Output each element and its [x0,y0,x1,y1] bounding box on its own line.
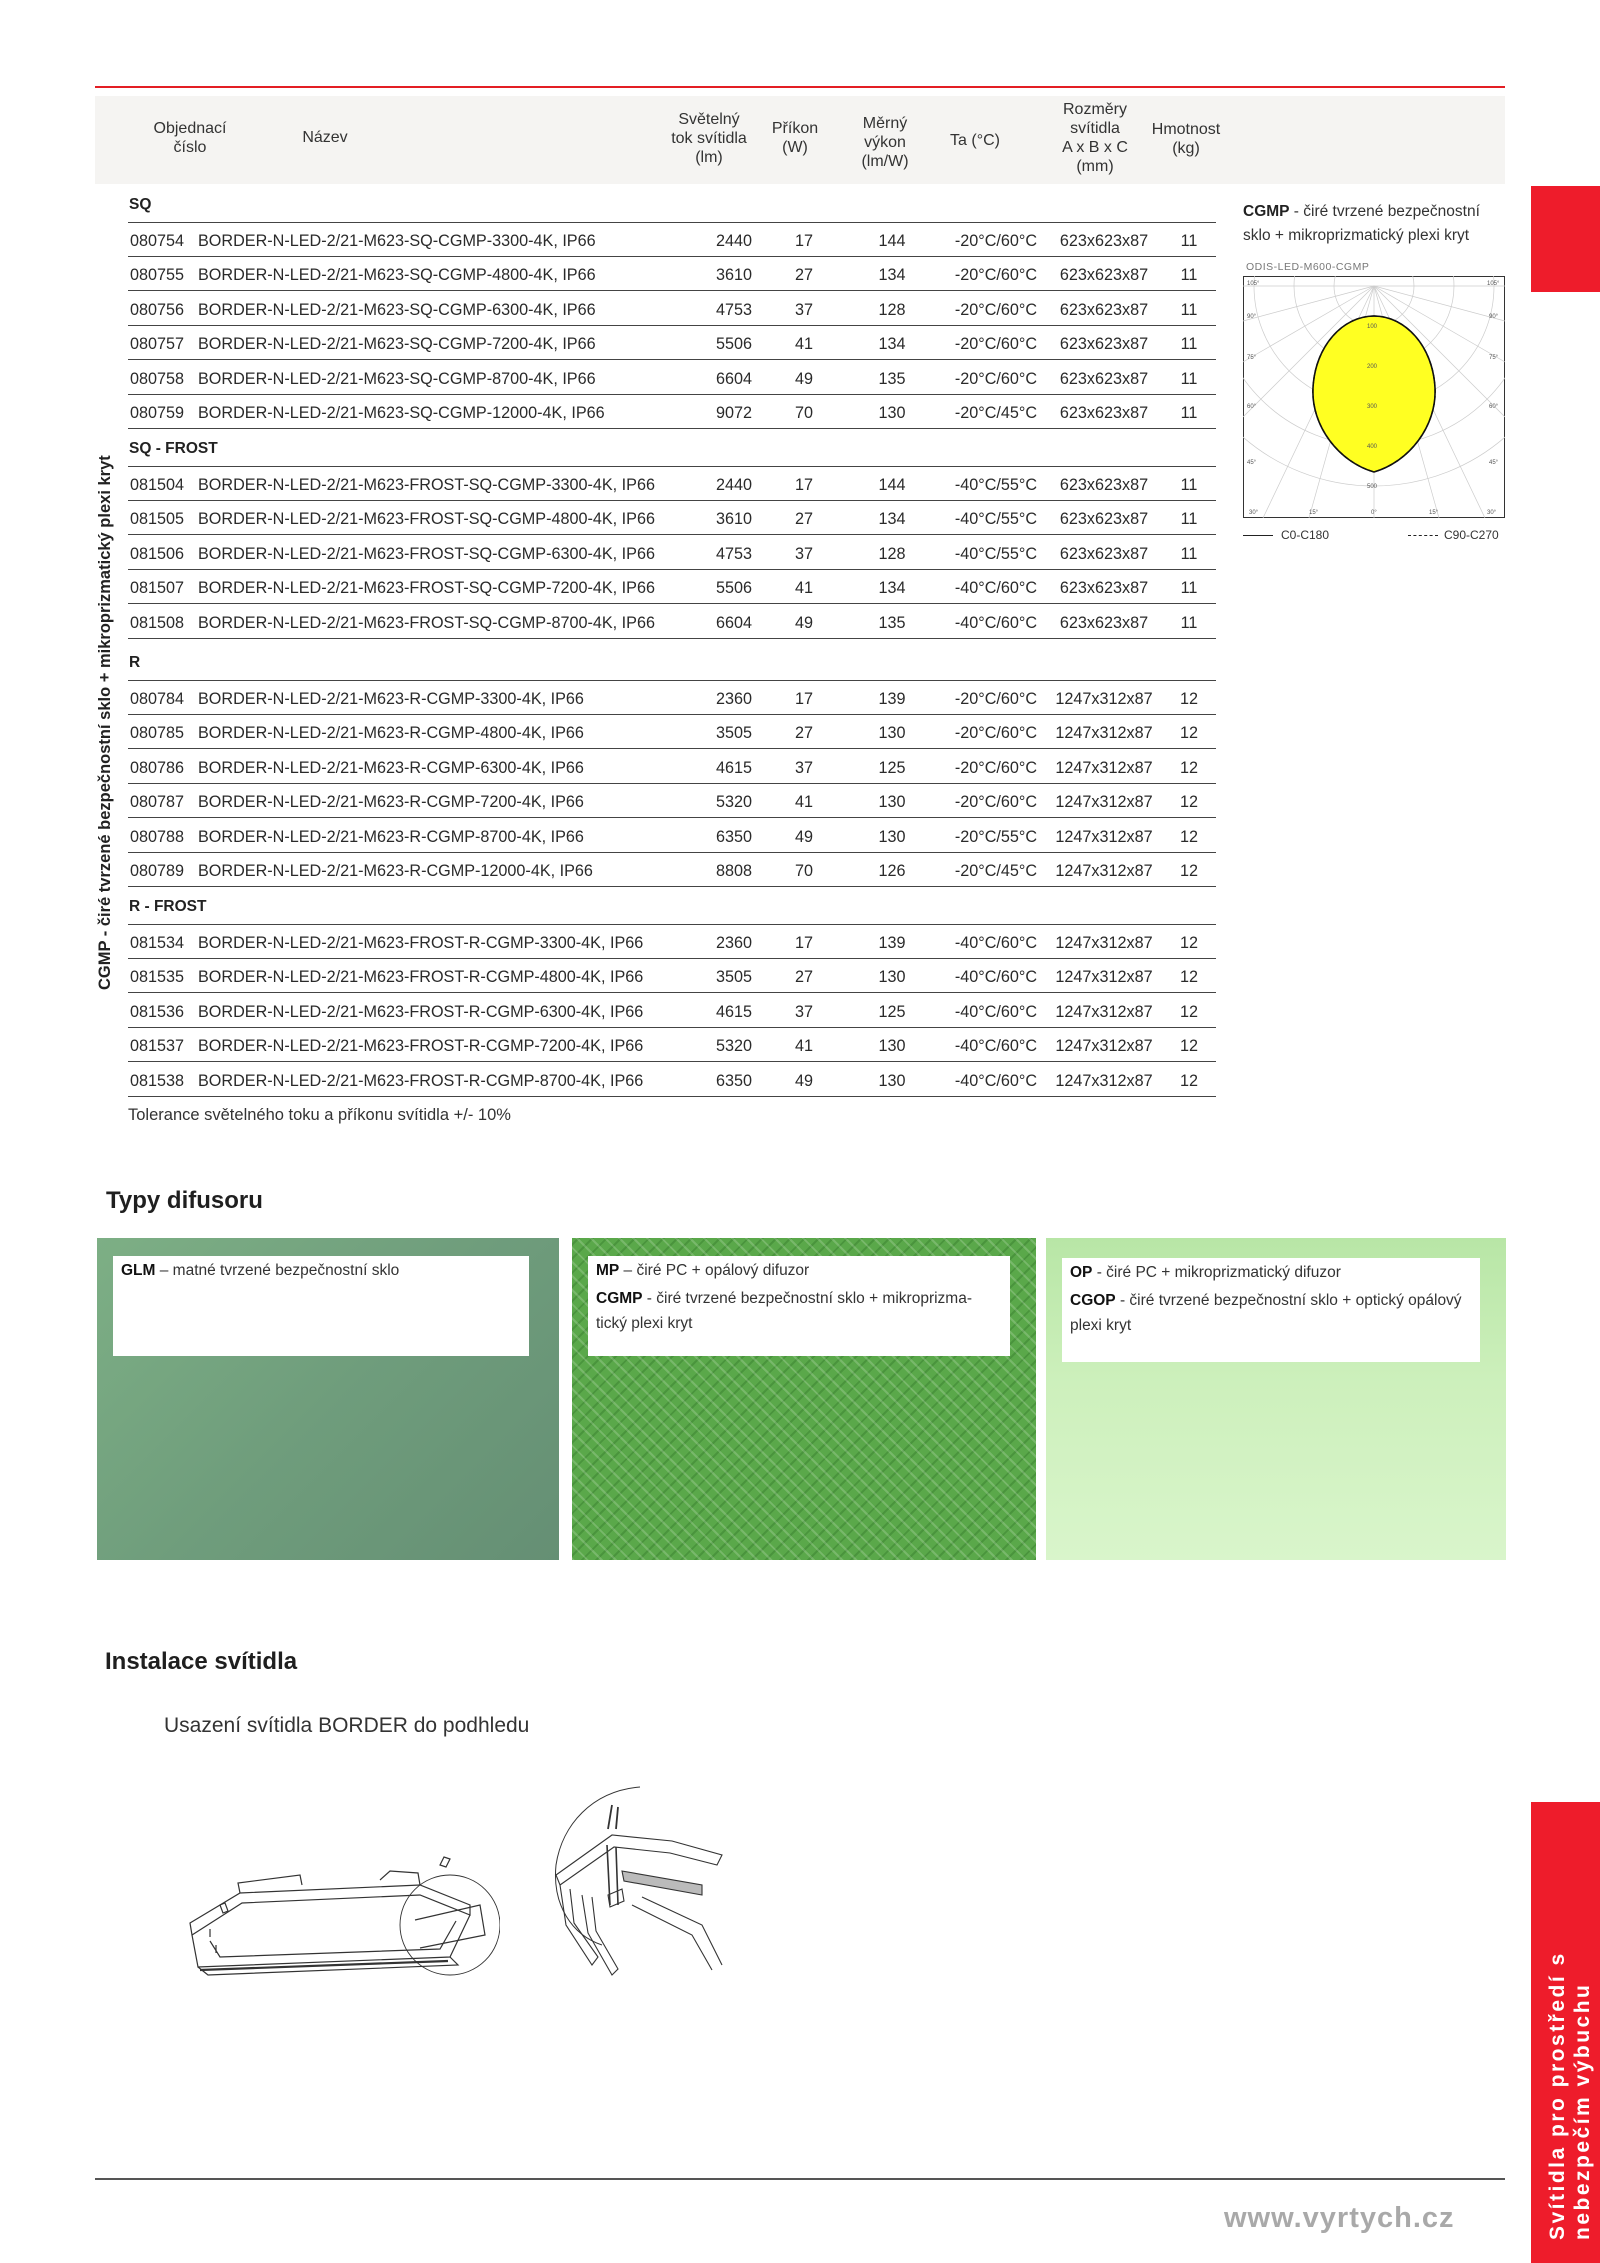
weight: 11 [1180,300,1198,319]
table-row [128,361,1216,395]
power: 37 [794,544,813,563]
luminous-flux: 4615 [715,758,752,777]
dimensions: 1247x312x87 [1055,1002,1153,1021]
section-title: SQ [129,196,152,213]
table-row [128,605,1216,639]
angle-label: 90° [1247,314,1257,320]
cgop-line: CGOP - čiré tvrzené bezpečnostní sklo + optický opálový plexi kryt [1070,1292,1462,1334]
table-row [128,784,1216,818]
dimensions: 1247x312x87 [1055,968,1153,987]
table-row [128,1028,1216,1062]
weight: 11 [1180,476,1198,494]
efficacy: 135 [878,613,906,632]
col-name: Název [302,129,348,146]
efficacy: 139 [878,934,906,952]
order-number: 080755 [130,266,185,285]
table-header [95,96,1505,184]
weight: 12 [1179,690,1198,708]
power: 27 [794,724,813,743]
dimensions: 623x623x87 [1059,232,1149,250]
table-row [128,326,1216,360]
ambient-temp: -40°C/60°C [954,579,1038,598]
power: 41 [794,793,813,812]
col-ta: Ta (°C) [950,132,1000,149]
luminous-flux: 4615 [715,1002,752,1021]
weight: 12 [1179,758,1198,777]
ambient-temp: -20°C/60°C [954,232,1038,250]
power: 49 [794,369,813,388]
table-row [128,819,1216,853]
weight: 12 [1179,724,1198,743]
order-number: 080754 [130,232,185,250]
luminous-flux: 6350 [715,827,752,846]
power: 17 [794,934,813,952]
op-line: OP - čiré PC + mikroprizmatický difuzor [1070,1264,1341,1281]
product-name: BORDER-N-LED-2/21-M623-FROST-R-CGMP-6300-4K, IP66 [198,1002,644,1021]
order-number: 081505 [130,510,185,529]
angle-label: 90° [1489,314,1499,320]
order-number: 081506 [130,544,185,563]
efficacy: 134 [878,266,906,285]
dimensions: 623x623x87 [1059,266,1149,285]
table-row [128,536,1216,570]
cgmp-line: CGMP - čiré tvrzené bezpečnostní sklo + mikroprizma-tický plexi kryt [596,1290,972,1332]
order-number: 080785 [130,724,185,743]
efficacy: 128 [878,300,906,319]
ring-label: 200 [1367,364,1378,370]
efficacy: 130 [878,827,906,846]
power: 27 [794,510,813,529]
weight: 11 [1180,232,1198,250]
ambient-temp: -40°C/60°C [954,1071,1038,1090]
power: 27 [794,968,813,987]
ring-label: 400 [1367,444,1378,450]
luminous-flux: 3610 [715,266,752,285]
section-title: R - FROST [129,898,207,915]
table-row [128,1063,1216,1097]
weight: 12 [1179,862,1198,880]
angle-label: 60° [1489,404,1499,410]
luminous-flux: 8808 [715,862,752,880]
angle-label: 60° [1247,404,1257,410]
ambient-temp: -40°C/60°C [954,1037,1038,1056]
power: 17 [794,476,813,494]
ambient-temp: -20°C/60°C [954,793,1038,812]
weight: 11 [1180,510,1198,529]
weight: 11 [1180,335,1198,354]
angle-label: 105° [1247,281,1260,287]
mp-line: MP – čiré PC + opálový difuzor [596,1262,810,1279]
section-title: R [129,654,141,671]
polar-diagram-title: ODIS-LED-M600-CGMP [1246,261,1370,273]
weight: 11 [1180,613,1198,632]
legend-solid: C0-C180 [1243,528,1329,542]
product-name: BORDER-N-LED-2/21-M623-SQ-CGMP-4800-4K, IP66 [198,266,596,285]
ring-label: 100 [1367,324,1378,330]
weight: 11 [1180,266,1198,285]
ambient-temp: -40°C/55°C [954,510,1038,529]
luminous-flux: 6350 [715,1071,752,1090]
power: 17 [794,232,813,250]
order-number: 080757 [130,335,185,354]
power: 37 [794,300,813,319]
weight: 12 [1179,793,1198,812]
efficacy: 130 [878,724,906,743]
dimensions: 1247x312x87 [1055,724,1153,743]
luminous-flux: 5320 [715,793,752,812]
product-name: BORDER-N-LED-2/21-M623-FROST-SQ-CGMP-8700-4K, IP66 [198,613,655,632]
dimensions: 1247x312x87 [1055,793,1153,812]
ambient-temp: -20°C/60°C [954,335,1038,354]
ambient-temp: -20°C/60°C [954,724,1038,743]
ambient-temp: -20°C/60°C [954,300,1038,319]
angle-label: 45° [1247,460,1257,466]
order-number: 081535 [130,968,185,987]
dimensions: 1247x312x87 [1055,1071,1153,1090]
diffuser-label-op [1062,1258,1480,1362]
product-name: BORDER-N-LED-2/21-M623-R-CGMP-6300-4K, IP66 [198,758,584,777]
power: 49 [794,1071,813,1090]
order-number: 081508 [130,613,185,632]
diffuser-panel-op [1046,1238,1506,1560]
efficacy: 139 [878,690,906,708]
table-row [128,925,1216,959]
dimensions: 623x623x87 [1059,369,1149,388]
power: 37 [794,1002,813,1021]
order-number: 080789 [130,862,185,880]
power: 27 [794,266,813,285]
power: 17 [794,690,813,708]
order-number: 081537 [130,1037,185,1056]
table-row [128,467,1216,501]
diffuser-panel-glm [97,1238,559,1560]
order-number: 081534 [130,934,185,952]
ring-label: 500 [1367,484,1378,490]
product-name: BORDER-N-LED-2/21-M623-FROST-R-CGMP-4800-4K, IP66 [198,968,644,987]
efficacy: 144 [878,476,906,494]
efficacy: 130 [878,1037,906,1056]
luminous-flux: 2360 [715,934,752,952]
dimensions: 1247x312x87 [1055,934,1153,952]
table-row [128,501,1216,535]
dimensions: 1247x312x87 [1055,690,1153,708]
dimensions: 623x623x87 [1059,579,1149,598]
luminous-flux: 2360 [715,690,752,708]
ambient-temp: -40°C/60°C [954,934,1038,952]
ambient-temp: -40°C/60°C [954,1002,1038,1021]
luminous-flux: 3505 [715,724,752,743]
order-number: 081504 [130,476,185,494]
weight: 12 [1179,827,1198,846]
luminous-flux: 2440 [715,232,752,250]
efficacy: 130 [878,404,906,422]
diffusers-heading: Typy difusoru [106,1187,263,1214]
col-efficacy: Měrný výkon (lm/W) [861,115,909,170]
table-row [128,853,1216,887]
efficacy: 134 [878,335,906,354]
ambient-temp: -40°C/55°C [954,544,1038,563]
table-row [128,681,1216,715]
power: 49 [794,613,813,632]
order-number: 081538 [130,1071,185,1090]
angle-label: 0° [1371,510,1377,516]
side-tab-text: Svítidla pro prostředí s nebezpečím výbuchu [1546,1951,1594,2240]
efficacy: 126 [878,862,906,880]
efficacy: 135 [878,369,906,388]
efficacy: 125 [878,758,906,777]
ambient-temp: -40°C/55°C [954,476,1038,494]
angle-label: 15° [1309,510,1319,516]
installation-heading: Instalace svítidla [105,1648,298,1675]
luminous-flux: 6604 [715,369,752,388]
product-name: BORDER-N-LED-2/21-M623-SQ-CGMP-3300-4K, IP66 [198,232,596,250]
order-number: 081536 [130,1002,185,1021]
dimensions: 623x623x87 [1059,476,1149,494]
angle-label: 30° [1487,510,1497,516]
efficacy: 144 [878,232,906,250]
order-number: 081507 [130,579,185,598]
col-order-no: Objednací číslo [153,120,227,156]
product-name: BORDER-N-LED-2/21-M623-FROST-SQ-CGMP-4800-4K, IP66 [198,510,655,529]
order-number: 080787 [130,793,185,812]
table-row [128,223,1216,257]
ambient-temp: -20°C/60°C [954,369,1038,388]
order-number: 080786 [130,758,185,777]
luminous-flux: 3610 [715,510,752,529]
diffuser-label-mp [588,1256,1010,1356]
product-name: BORDER-N-LED-2/21-M623-FROST-R-CGMP-7200-4K, IP66 [198,1037,644,1056]
ambient-temp: -20°C/55°C [954,827,1038,846]
efficacy: 130 [878,968,906,987]
power: 37 [794,758,813,777]
power: 70 [794,404,813,422]
col-flux: Světelný tok svítidla (lm) [671,111,747,166]
efficacy: 134 [878,510,906,529]
power: 49 [794,827,813,846]
table-row [128,292,1216,326]
power: 41 [794,335,813,354]
efficacy: 130 [878,1071,906,1090]
table-row [128,959,1216,993]
luminous-flux: 4753 [715,544,752,563]
weight: 12 [1179,968,1198,987]
order-number: 080756 [130,300,185,319]
dimensions: 623x623x87 [1059,404,1149,422]
table-row [128,715,1216,749]
efficacy: 130 [878,793,906,812]
solid-line-icon [1243,535,1273,536]
product-name: BORDER-N-LED-2/21-M623-R-CGMP-8700-4K, IP66 [198,827,584,846]
table-row [128,750,1216,784]
angle-label: 75° [1247,355,1257,361]
weight: 11 [1180,579,1198,598]
ambient-temp: -20°C/60°C [954,758,1038,777]
power: 41 [794,579,813,598]
power: 41 [794,1037,813,1056]
table-row [128,570,1216,604]
luminous-flux: 5506 [715,335,752,354]
dimensions: 623x623x87 [1059,335,1149,354]
product-name: BORDER-N-LED-2/21-M623-R-CGMP-7200-4K, IP66 [198,793,584,812]
dimensions: 623x623x87 [1059,300,1149,319]
dimensions: 1247x312x87 [1055,758,1153,777]
dimensions: 623x623x87 [1059,613,1149,632]
order-number: 080784 [130,690,185,708]
top-red-rule [95,86,1505,88]
product-name: BORDER-N-LED-2/21-M623-SQ-CGMP-7200-4K, IP66 [198,335,596,354]
product-name: BORDER-N-LED-2/21-M623-SQ-CGMP-6300-4K, IP66 [198,300,596,319]
dimensions: 1247x312x87 [1055,862,1153,880]
weight: 11 [1180,369,1198,388]
col-power: Příkon (W) [771,120,819,156]
tolerance-note: Tolerance světelného toku a příkonu svítidla +/- 10% [128,1106,511,1124]
efficacy: 128 [878,544,906,563]
polar-diagram [1243,276,1505,518]
ambient-temp: -20°C/60°C [954,266,1038,285]
ambient-temp: -20°C/45°C [954,862,1038,880]
product-name: BORDER-N-LED-2/21-M623-FROST-SQ-CGMP-6300-4K, IP66 [198,544,655,563]
ambient-temp: -20°C/60°C [954,690,1038,708]
luminous-flux: 5320 [715,1037,752,1056]
power: 70 [794,862,813,880]
order-number: 080758 [130,369,185,388]
ring-label: 300 [1367,404,1378,410]
luminous-flux: 9072 [715,404,752,422]
website-url: www.vyrtych.cz [1224,2202,1455,2234]
product-name: BORDER-N-LED-2/21-M623-SQ-CGMP-8700-4K, IP66 [198,369,596,388]
product-name: BORDER-N-LED-2/21-M623-R-CGMP-3300-4K, IP66 [198,690,584,708]
installation-drawing-1 [180,1845,500,2045]
order-number: 080759 [130,404,185,422]
angle-label: 75° [1489,355,1499,361]
product-name: BORDER-N-LED-2/21-M623-R-CGMP-4800-4K, IP66 [198,724,584,743]
cgmp-note [1243,200,1503,248]
product-name: BORDER-N-LED-2/21-M623-SQ-CGMP-12000-4K, IP66 [198,404,605,422]
installation-drawing-detail [552,1785,742,1985]
weight: 12 [1179,1071,1198,1090]
order-number: 080788 [130,827,185,846]
dimensions: 623x623x87 [1059,544,1149,563]
product-name: BORDER-N-LED-2/21-M623-R-CGMP-12000-4K, IP66 [198,862,593,880]
weight: 11 [1180,544,1198,563]
weight: 12 [1179,1037,1198,1056]
angle-label: 105° [1487,281,1500,287]
luminous-flux: 5506 [715,579,752,598]
bottom-rule [95,2178,1505,2180]
weight: 12 [1179,934,1198,952]
product-name: BORDER-N-LED-2/21-M623-FROST-R-CGMP-8700-4K, IP66 [198,1071,644,1090]
efficacy: 125 [878,1002,906,1021]
dashed-line-icon [1408,535,1438,536]
angle-label: 15° [1429,510,1439,516]
luminous-flux: 2440 [715,476,752,494]
cgmp-note-text: - čiré tvrzené bezpečnostní sklo + mikroprizmatický plexi kryt [1243,203,1480,244]
dimensions: 1247x312x87 [1055,827,1153,846]
luminous-flux: 3505 [715,968,752,987]
diffuser-panel-mp [572,1238,1036,1560]
weight: 11 [1180,404,1198,422]
efficacy: 134 [878,579,906,598]
dimensions: 1247x312x87 [1055,1037,1153,1056]
col-weight: Hmotnost (kg) [1151,121,1221,157]
installation-subtitle: Usazení svítidla BORDER do podhledu [164,1714,530,1737]
ambient-temp: -40°C/60°C [954,613,1038,632]
section-title: SQ - FROST [129,440,218,457]
table-row [128,257,1216,291]
product-name: BORDER-N-LED-2/21-M623-FROST-SQ-CGMP-7200-4K, IP66 [198,579,655,598]
luminous-flux: 4753 [715,300,752,319]
ambient-temp: -40°C/60°C [954,968,1038,987]
table-row [128,395,1216,429]
table-row [128,994,1216,1028]
angle-label: 30° [1249,510,1259,516]
product-name: BORDER-N-LED-2/21-M623-FROST-SQ-CGMP-3300-4K, IP66 [198,476,655,494]
angle-label: 45° [1489,460,1499,466]
weight: 12 [1179,1002,1198,1021]
legend-dashed: C90-C270 [1408,528,1499,542]
col-dims: Rozměry svítidla A x B x C (mm) [1062,101,1128,175]
product-name: BORDER-N-LED-2/21-M623-FROST-R-CGMP-3300-4K, IP66 [198,934,644,952]
red-tab-top [1531,186,1600,292]
cgmp-note-bold: CGMP [1243,203,1290,220]
dimensions: 623x623x87 [1059,510,1149,529]
side-label: CGMP - čiré tvrzené bezpečnostní sklo + mikroprizmatický plexi kryt [96,455,114,990]
diffuser-label-glm: GLM – matné tvrzené bezpečnostní sklo [113,1256,529,1356]
luminous-flux: 6604 [715,613,752,632]
ambient-temp: -20°C/45°C [954,404,1038,422]
